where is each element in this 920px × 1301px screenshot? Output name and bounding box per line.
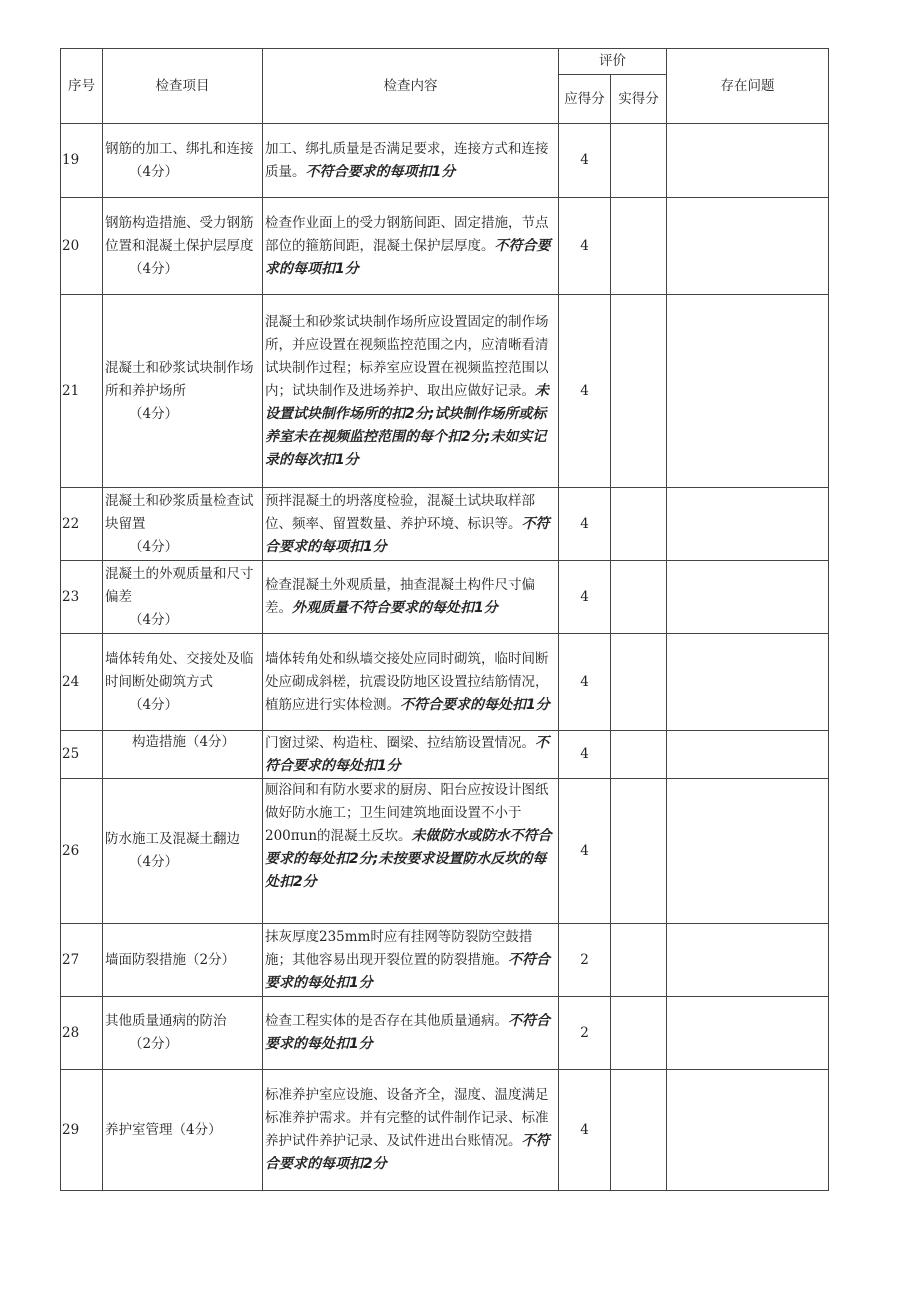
table-row	[61, 295, 829, 488]
content-text: 门窗过梁、构造柱、圈梁、拉结筋设置情况。	[265, 734, 535, 751]
row-item	[103, 295, 263, 488]
item-text: 混凝土和砂浆试块制作场所和养护场所	[105, 359, 254, 399]
header-due: 应得分	[559, 75, 611, 124]
row-content	[263, 997, 559, 1070]
row-issue	[667, 997, 829, 1070]
row-no: 26	[61, 779, 103, 924]
penalty-text: 不符合要求的每处扣1分	[265, 951, 550, 991]
table-row	[61, 124, 829, 198]
penalty-text: 不符合要求的每项扣1分	[265, 237, 551, 277]
row-due-score: 4	[559, 561, 611, 634]
row-item	[103, 198, 263, 295]
penalty-text: 不符合要求的每项扣2分	[265, 1133, 550, 1172]
row-actual-score	[611, 997, 667, 1070]
content-text: 混凝土和砂浆试块制作场所应设置固定的制作场所，并应设置在视频监控范围之内，应清晰看清试块制作过程；标养室应设置在视频监控范围以内；试块制作及进场养护、取出应做好记录。	[265, 313, 549, 399]
row-item	[103, 731, 263, 779]
row-content	[263, 488, 559, 561]
item-text: 钢筋的加工、绑扎和连接	[105, 140, 254, 157]
penalty-text: 外观质量不符合要求的每处扣1分	[292, 600, 498, 616]
row-no: 21	[61, 295, 103, 488]
row-due-score: 4	[559, 634, 611, 731]
penalty-text: 不符合要求的每项扣1分	[265, 515, 550, 555]
row-content	[263, 634, 559, 731]
row-no: 19	[61, 124, 103, 198]
row-issue	[667, 198, 829, 295]
item-points: （2分）	[129, 1036, 179, 1052]
item-text: 钢筋构造措施、受力钢筋位置和混凝土保护层厚度	[105, 214, 254, 254]
item-points: （4分）	[129, 260, 179, 277]
penalty-text: 不符合要求的每处扣1分	[265, 1013, 550, 1052]
row-content	[263, 295, 559, 488]
row-actual-score	[611, 198, 667, 295]
item-text: 墙面防裂措施（2分）	[105, 951, 236, 968]
row-item	[103, 488, 263, 561]
row-due-score: 4	[559, 731, 611, 779]
row-actual-score	[611, 924, 667, 997]
content-text: 厕浴间和有防水要求的厨房、阳台应按设计图纸做好防水施工；卫生间建筑地面设置不小于200πun的混凝土反坎。	[265, 782, 549, 844]
penalty-text: 未做防水或防水不符合要求的每处扣2分;未按要求设置防水反坎的每处扣2分	[265, 828, 552, 890]
item-text: 墙体转角处、交接处及临时间断处砌筑方式	[105, 650, 254, 690]
row-item	[103, 634, 263, 731]
row-item	[103, 124, 263, 198]
row-no: 27	[61, 924, 103, 997]
row-actual-score	[611, 731, 667, 779]
row-content	[263, 1070, 559, 1191]
table-row	[61, 561, 829, 634]
penalty-text: 不符合要求的每处扣1分	[265, 734, 549, 774]
row-issue	[667, 295, 829, 488]
inspection-table	[60, 48, 829, 1191]
header-item: 检查项目	[103, 49, 263, 124]
table-row	[61, 634, 829, 731]
content-text: 抹灰厚度235mm时应有挂网等防裂防空鼓措施；其他容易出现开裂位置的防裂措施。	[265, 928, 533, 968]
table-row	[61, 924, 829, 997]
row-actual-score	[611, 779, 667, 924]
row-due-score: 4	[559, 124, 611, 198]
header-issue: 存在问题	[667, 49, 829, 124]
item-points: （4分）	[129, 854, 179, 870]
row-issue	[667, 488, 829, 561]
penalty-text: 不符合要求的每处扣1分	[400, 696, 550, 713]
item-text: 其他质量通病的防治	[105, 1013, 227, 1029]
header-no: 序号	[61, 49, 103, 124]
row-due-score: 2	[559, 924, 611, 997]
row-content	[263, 731, 559, 779]
row-actual-score	[611, 634, 667, 731]
item-points: （4分）	[129, 611, 179, 628]
table-row	[61, 997, 829, 1070]
row-due-score: 4	[559, 488, 611, 561]
header-actual: 实得分	[611, 75, 667, 124]
row-issue	[667, 124, 829, 198]
table-row	[61, 198, 829, 295]
item-points: （4分）	[129, 696, 179, 713]
row-actual-score	[611, 1070, 667, 1191]
content-text: 标准养护室应设施、设备齐全，湿度、温度满足标准养护需求。并有完整的试件制作记录、标准养护试件养护记录、及试件进出台账情况。	[265, 1087, 549, 1149]
table-row	[61, 488, 829, 561]
row-content	[263, 198, 559, 295]
row-due-score: 4	[559, 295, 611, 488]
item-points: （4分）	[129, 405, 179, 422]
row-actual-score	[611, 295, 667, 488]
table-row	[61, 1070, 829, 1191]
penalty-text: 不符合要求的每项扣1分	[305, 163, 456, 180]
header-row	[61, 49, 829, 75]
row-issue	[667, 561, 829, 634]
penalty-text: 未设置试块制作场所的扣2分;试块制作场所或标养室未在视频监控范围的每个扣2分;未如实记录的每次扣1分	[265, 382, 549, 468]
row-content	[263, 779, 559, 924]
content-text: 墙体转角处和纵墙交接处应同时砌筑，临时间断处应砌成斜槎，抗震设防地区设置拉结筋情况，植筋应进行实体检测。	[265, 650, 549, 713]
row-no: 22	[61, 488, 103, 561]
row-item	[103, 997, 263, 1070]
row-actual-score	[611, 124, 667, 198]
content-text: 检查作业面上的受力钢筋间距、固定措施，节点部位的箍筋间距，混凝土保护层厚度。	[265, 214, 549, 254]
row-content	[263, 924, 559, 997]
row-issue	[667, 634, 829, 731]
row-no: 28	[61, 997, 103, 1070]
row-no: 24	[61, 634, 103, 731]
row-no: 29	[61, 1070, 103, 1191]
row-content	[263, 124, 559, 198]
row-issue	[667, 731, 829, 779]
item-text: 构造措施（4分）	[131, 734, 236, 750]
table-row	[61, 779, 829, 924]
item-text: 混凝土的外观质量和尺寸偏差	[105, 565, 254, 605]
header-eval: 评价	[559, 49, 667, 75]
row-due-score: 4	[559, 779, 611, 924]
item-text: 养护室管理（4分）	[105, 1121, 222, 1138]
content-text: 预拌混凝土的坍落度检验，混凝土试块取样部位、频率、留置数量、养护环境、标识等。	[265, 492, 535, 532]
item-points: （4分）	[129, 163, 179, 180]
row-content	[263, 561, 559, 634]
row-due-score: 4	[559, 198, 611, 295]
row-issue	[667, 924, 829, 997]
row-no: 23	[61, 561, 103, 634]
row-item	[103, 779, 263, 924]
row-issue	[667, 779, 829, 924]
item-text: 防水施工及混凝土翻边	[105, 831, 240, 847]
content-text: 加工、绑扎质量是否满足要求，连接方式和连接质量。	[265, 140, 549, 180]
row-actual-score	[611, 488, 667, 561]
content-text: 检查工程实体的是否存在其他质量通病。	[265, 1013, 508, 1029]
row-item	[103, 1070, 263, 1191]
table-row	[61, 731, 829, 779]
row-no: 25	[61, 731, 103, 779]
header-content: 检查内容	[263, 49, 559, 124]
row-item	[103, 924, 263, 997]
row-item	[103, 561, 263, 634]
row-no: 20	[61, 198, 103, 295]
row-actual-score	[611, 561, 667, 634]
row-due-score: 2	[559, 997, 611, 1070]
item-points: （4分）	[129, 538, 179, 555]
item-text: 混凝土和砂浆质量检查试块留置	[105, 492, 254, 532]
row-issue	[667, 1070, 829, 1191]
row-due-score: 4	[559, 1070, 611, 1191]
content-text: 检查混凝土外观质量，抽查混凝土构件尺寸偏差。	[265, 577, 535, 616]
